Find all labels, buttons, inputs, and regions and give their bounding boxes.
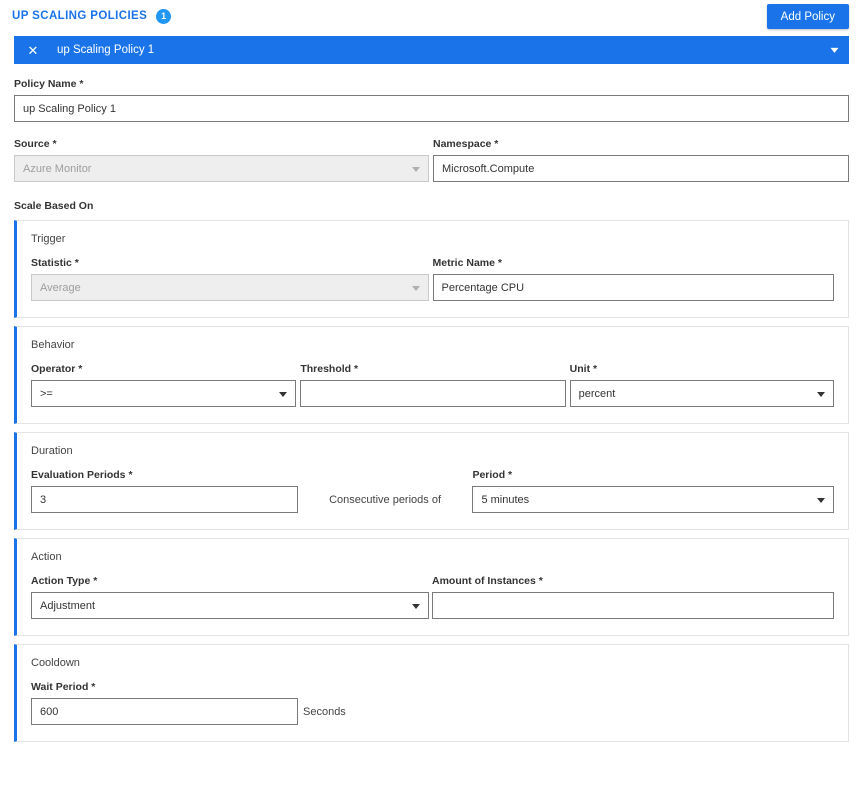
- source-select: [14, 155, 429, 182]
- action-section-title: Action: [31, 551, 62, 563]
- duration-row: [31, 469, 834, 513]
- action-type-label: Action Type *: [31, 575, 98, 587]
- wait-period-field-group: [31, 681, 298, 725]
- metric-name-label: Metric Name *: [432, 257, 502, 269]
- metric-name-field-group: [433, 257, 834, 301]
- period-select[interactable]: [472, 486, 834, 513]
- evaluation-periods-field-group: [31, 469, 298, 513]
- threshold-input[interactable]: [300, 380, 565, 407]
- page-title: UP SCALING POLICIES: [12, 10, 148, 22]
- unit-label: Unit *: [569, 363, 598, 375]
- panel-header: [0, 0, 863, 32]
- statistic-label: Statistic *: [31, 257, 79, 269]
- wait-period-label: Wait Period *: [31, 681, 96, 693]
- metric-name-input[interactable]: [433, 274, 834, 301]
- scale-based-on-label: Scale Based On: [14, 200, 94, 212]
- trigger-section: [14, 220, 849, 318]
- consecutive-periods-text: Consecutive periods of: [329, 494, 442, 506]
- unit-select-value: percent: [578, 387, 616, 400]
- chevron-down-icon: [817, 392, 825, 397]
- policy-form: [0, 64, 863, 742]
- operator-select[interactable]: [31, 380, 296, 407]
- period-field-group: [472, 469, 834, 513]
- threshold-field-group: [300, 363, 565, 407]
- cooldown-section-title: Cooldown: [31, 657, 80, 669]
- amount-of-instances-label: Amount of Instances *: [432, 575, 543, 587]
- namespace-label: Namespace *: [433, 138, 499, 150]
- statistic-field-group: [31, 257, 429, 301]
- evaluation-periods-label: Evaluation Periods *: [31, 469, 133, 481]
- chevron-down-icon[interactable]: ▾: [830, 44, 839, 56]
- operator-label: Operator *: [31, 363, 83, 375]
- close-icon[interactable]: ✕: [27, 42, 39, 58]
- policy-accordion-label: up Scaling Policy 1: [57, 44, 155, 56]
- chevron-down-icon: [817, 498, 825, 503]
- add-policy-button[interactable]: Add Policy: [767, 4, 849, 29]
- wait-period-input[interactable]: [31, 698, 298, 725]
- policy-name-input[interactable]: [14, 95, 849, 122]
- source-field-group: [14, 138, 429, 182]
- behavior-row: [31, 363, 834, 407]
- unit-select[interactable]: [570, 380, 834, 407]
- cooldown-row: [31, 681, 834, 725]
- period-select-value: 5 minutes: [481, 493, 530, 506]
- policy-name-field-group: [14, 78, 849, 122]
- policy-accordion-header[interactable]: [14, 36, 849, 64]
- behavior-section-title: Behavior: [31, 339, 75, 351]
- action-section: [14, 538, 849, 636]
- duration-section-title: Duration: [31, 445, 73, 457]
- duration-section: [14, 432, 849, 530]
- namespace-field-group: [433, 138, 849, 182]
- cooldown-section: [14, 644, 849, 742]
- trigger-row: [31, 257, 834, 301]
- chevron-down-icon: [412, 167, 420, 172]
- source-label: Source *: [14, 138, 57, 150]
- trigger-section-title: Trigger: [31, 233, 66, 245]
- source-select-value: Azure Monitor: [23, 162, 92, 175]
- chevron-down-icon: [279, 392, 287, 397]
- policy-count-badge: 1: [156, 9, 171, 24]
- seconds-text: Seconds: [303, 706, 346, 718]
- chevron-down-icon: [412, 604, 420, 609]
- threshold-label: Threshold *: [300, 363, 359, 375]
- policy-name-label: Policy Name *: [14, 78, 84, 90]
- source-namespace-row: [14, 138, 849, 182]
- action-type-select-value: Adjustment: [40, 599, 96, 612]
- operator-field-group: [31, 363, 296, 407]
- action-row: [31, 575, 834, 619]
- period-label: Period *: [472, 469, 513, 481]
- action-type-select[interactable]: [31, 592, 429, 619]
- unit-field-group: [570, 363, 834, 407]
- amount-of-instances-field-group: [432, 575, 834, 619]
- chevron-down-icon: [412, 286, 420, 291]
- statistic-select-value: Average: [40, 281, 81, 294]
- namespace-input[interactable]: [433, 155, 849, 182]
- amount-of-instances-input[interactable]: [432, 592, 834, 619]
- statistic-select: [31, 274, 429, 301]
- evaluation-periods-input[interactable]: [31, 486, 298, 513]
- behavior-section: [14, 326, 849, 424]
- operator-select-value: >=: [40, 387, 53, 400]
- action-type-field-group: [31, 575, 429, 619]
